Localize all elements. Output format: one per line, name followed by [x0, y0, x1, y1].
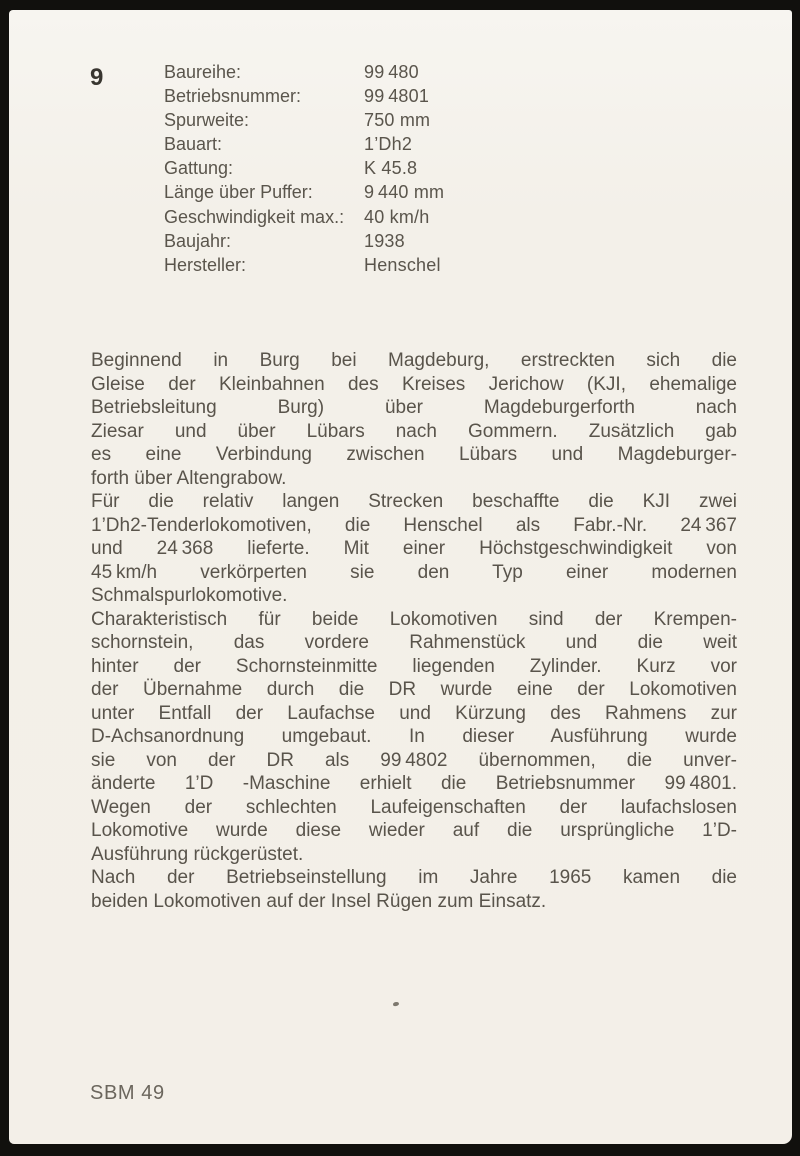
spec-value: 99 480 — [364, 62, 419, 82]
spec-row — [164, 229, 444, 253]
spec-row — [164, 84, 444, 108]
spec-value: 1938 — [364, 230, 405, 251]
text-line: Ausführung rückgerüstet. — [91, 843, 304, 865]
card-number: 9 — [90, 64, 104, 91]
text-line: und 24 368 lieferte. Mit einer Höchstgeschwindigkeit von — [91, 538, 737, 559]
spec-label: Betriebsnummer: — [164, 86, 302, 107]
spec-row — [164, 60, 444, 84]
paragraph — [91, 349, 737, 490]
spec-row — [164, 156, 444, 180]
card — [9, 10, 792, 1144]
spec-label: Länge über Puffer: — [164, 182, 313, 203]
spec-row — [164, 205, 444, 229]
text-line: 45 km/h verkörperten sie den Typ einer modernen — [91, 561, 737, 583]
spec-value: K 45.8 — [364, 158, 418, 179]
text-line: Wegen der schlechten Laufeigenschaften der laufachslosen — [91, 796, 737, 818]
text-line: forth über Altengrabow. — [91, 467, 287, 489]
text-line: Beginnend in Burg bei Magdeburg, erstreckten sich die — [91, 350, 737, 371]
spec-value: 1’Dh2 — [364, 134, 413, 155]
text-line: Für die relativ langen Strecken beschaffte die KJI zwei — [91, 491, 737, 512]
text-line: D-Achsanordnung umgebaut. In dieser Ausführung wurde — [91, 726, 737, 747]
spec-row — [164, 253, 444, 277]
text-line: Charakteristisch für beide Lokomotiven sind der Krempen- — [91, 608, 737, 630]
ink-speck — [393, 1001, 400, 1006]
text-line: hinter der Schornsteinmitte liegenden Zylinder. Kurz vor — [91, 655, 737, 677]
spec-value: 99 4801 — [364, 86, 430, 107]
text-line: Ziesar und über Lübars nach Gommern. Zusätzlich gab — [91, 420, 737, 442]
text-line: Lokomotive wurde diese wieder auf die ursprüngliche 1’D- — [91, 820, 737, 841]
spec-row — [164, 132, 444, 156]
spec-label: Bauart: — [164, 134, 223, 155]
paragraph — [91, 866, 737, 913]
text-line: unter Entfall der Laufachse und Kürzung des Rahmens zur — [91, 702, 737, 724]
text-line: es eine Verbindung zwischen Lübars und Magdeburger- — [91, 444, 737, 465]
spec-table — [164, 60, 444, 277]
spec-label: Geschwindigkeit max.: — [164, 206, 345, 227]
text-line: beiden Lokomotiven auf der Insel Rügen zum Einsatz. — [91, 890, 547, 912]
spec-label: Hersteller: — [164, 254, 247, 275]
spec-row — [164, 180, 444, 204]
spec-label: Baujahr: — [164, 230, 232, 251]
paragraph — [91, 490, 737, 608]
text-line: 1’Dh2-Tenderlokomotiven, die Henschel als Fabr.-Nr. 24 367 — [91, 514, 737, 536]
spec-value: 9 440 mm — [364, 182, 445, 203]
series-code: SBM 49 — [90, 1082, 165, 1104]
text-line: sie von der DR als 99 4802 übernommen, die unver- — [91, 749, 737, 771]
paragraph — [91, 608, 737, 867]
text-line: Schmalspurlokomotive. — [91, 585, 288, 606]
text-line: Nach der Betriebseinstellung im Jahre 1965 kamen die — [91, 867, 737, 888]
text-line: Gleise der Kleinbahnen des Kreises Jerichow (KJI, ehemalige — [91, 373, 737, 395]
spec-label: Spurweite: — [164, 110, 250, 131]
spec-row — [164, 108, 444, 132]
text-line: änderte 1’D -Maschine erhielt die Betriebsnummer 99 4801. — [91, 773, 737, 794]
text-line: schornstein, das vordere Rahmenstück und die weit — [91, 632, 737, 653]
spec-value: 750 mm — [364, 110, 431, 131]
spec-label: Baureihe: — [164, 62, 242, 82]
spec-label: Gattung: — [164, 158, 234, 179]
spec-value: 40 km/h — [364, 206, 430, 227]
text-line: Betriebsleitung Burg) über Magdeburgerforth nach — [91, 397, 737, 418]
spec-value: Henschel — [364, 254, 441, 275]
article-text — [91, 349, 737, 913]
text-line: der Übernahme durch die DR wurde eine der Lokomotiven — [91, 679, 737, 700]
